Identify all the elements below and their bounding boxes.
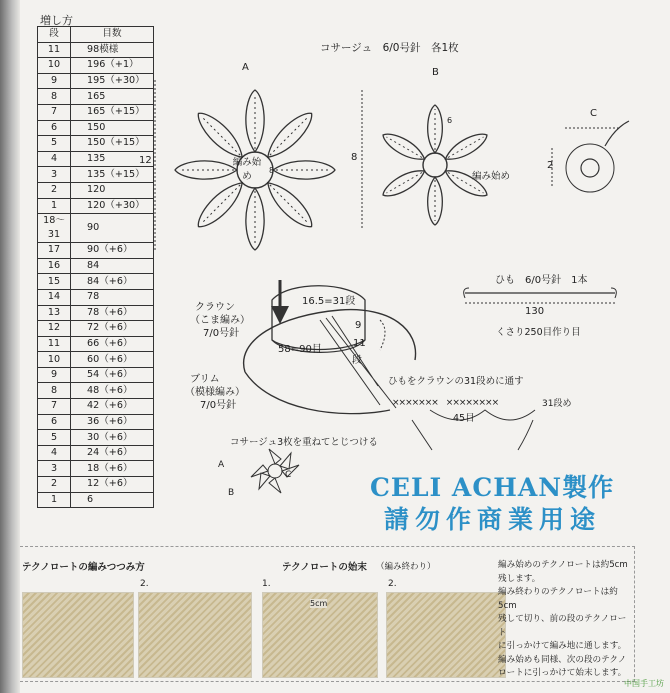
stitch-count: 42（+6） bbox=[71, 399, 154, 415]
stitch-count: 78（+6） bbox=[71, 305, 154, 321]
stitch-count: 196（+1） bbox=[71, 58, 154, 74]
row-number: 1 bbox=[38, 198, 71, 214]
stitch-count: 120 bbox=[71, 182, 154, 198]
row-number: 15 bbox=[38, 274, 71, 290]
note-line: ロートに引っかけて始末します。 bbox=[498, 668, 627, 678]
stitch-count: 12（+6） bbox=[71, 477, 154, 493]
row-number: 3 bbox=[38, 167, 71, 183]
crown-circumference: 58=90目 bbox=[278, 344, 322, 355]
step-image-mid-2 bbox=[386, 592, 506, 678]
row-number: 5 bbox=[38, 136, 71, 152]
petal bbox=[261, 176, 318, 233]
left-title: テクノロートの編みつつみ方 bbox=[22, 562, 145, 573]
petal bbox=[261, 107, 318, 164]
row-number: 10 bbox=[38, 58, 71, 74]
side-rows-a: 9 bbox=[355, 320, 362, 331]
height-a: 12 bbox=[139, 155, 152, 166]
row-number: 2 bbox=[38, 182, 71, 198]
cord-diagram bbox=[464, 288, 617, 303]
row-number: 16 bbox=[38, 258, 71, 274]
stitch-count: 195（+30） bbox=[71, 73, 154, 89]
stitch-count: 60（+6） bbox=[71, 352, 154, 368]
binding-gutter bbox=[0, 0, 20, 693]
stitch-count: 135（+15） bbox=[71, 167, 154, 183]
stitch-count: 30（+6） bbox=[71, 430, 154, 446]
stitch-count: 90 bbox=[71, 214, 154, 243]
row-number: 7 bbox=[38, 399, 71, 415]
size-label: 5cm bbox=[310, 599, 328, 608]
corsage-title: コサージュ 6/0号針 各1枚 bbox=[320, 42, 459, 54]
cord-title: ひも 6/0号針 1本 bbox=[495, 275, 588, 286]
side-rows-c: 段 bbox=[352, 355, 362, 366]
corsage-note: コサージュ3枚を重ねてとじつける bbox=[230, 437, 378, 448]
row-number: 8 bbox=[38, 89, 71, 105]
label-c: C bbox=[590, 108, 597, 119]
row-number: 7 bbox=[38, 104, 71, 120]
stitch-count: 135 bbox=[71, 151, 154, 167]
row-number: 11 bbox=[38, 336, 71, 352]
watermark-line-1: CELI ACHAN製作 bbox=[370, 473, 615, 502]
stitch-count: 78 bbox=[71, 289, 154, 305]
flower-b-diagram bbox=[379, 105, 490, 225]
row-number: 17 bbox=[38, 243, 71, 259]
stitch-count: 45目 bbox=[453, 413, 475, 424]
bottom-instructions bbox=[20, 546, 635, 682]
row-number: 6 bbox=[38, 120, 71, 136]
stitch-count: 98模様 bbox=[71, 42, 154, 58]
start-label-b: 編み始め bbox=[472, 171, 511, 182]
row-number: 9 bbox=[38, 367, 71, 383]
mid-subtitle: （編み終わり） bbox=[376, 562, 436, 572]
stitch-count: 54（+6） bbox=[71, 367, 154, 383]
petal-rib bbox=[201, 185, 240, 224]
petal-rib bbox=[270, 116, 309, 155]
site-logo: 中国手工坊 bbox=[624, 679, 664, 688]
brim-label: ブリム bbox=[190, 374, 220, 385]
stitch-count: 72（+6） bbox=[71, 321, 154, 337]
row-number: 14 bbox=[38, 289, 71, 305]
stitch-count: 66（+6） bbox=[71, 336, 154, 352]
start-label-a: 編み始め bbox=[232, 157, 262, 182]
mid-step-2: 2. bbox=[388, 579, 397, 589]
stitch-count: 90（+6） bbox=[71, 243, 154, 259]
stitch-count: 84（+6） bbox=[71, 274, 154, 290]
flower-c-diagram bbox=[566, 121, 629, 192]
label-a: A bbox=[242, 62, 249, 73]
side-rows-b: 11 bbox=[353, 338, 366, 349]
row-number: 6 bbox=[38, 414, 71, 430]
stack-label-a: A bbox=[218, 460, 225, 470]
row-number: 9 bbox=[38, 73, 71, 89]
crown-label: クラウン bbox=[195, 302, 235, 313]
note-line: 残して切り、前の段のテクノロート bbox=[498, 614, 627, 638]
petal-rib bbox=[201, 116, 240, 155]
row-number: 4 bbox=[38, 445, 71, 461]
mid-step-1: 1. bbox=[262, 579, 271, 589]
step-image-left-1 bbox=[22, 592, 134, 678]
crown-stitch: （こま編み） bbox=[190, 315, 250, 326]
note-line: 編み始めも同様、次の段のテクノ bbox=[498, 654, 627, 665]
label-b: B bbox=[432, 67, 439, 78]
header-count-col: 目数 bbox=[71, 27, 154, 43]
cord-chain: くさり250目作り目 bbox=[496, 327, 581, 338]
cord-length: 130 bbox=[525, 306, 545, 317]
pattern-page bbox=[20, 0, 670, 693]
header-row-col: 段 bbox=[38, 27, 71, 43]
stack-label-c: C bbox=[285, 470, 292, 480]
row-number: 5 bbox=[38, 430, 71, 446]
row-number: 4 bbox=[38, 151, 71, 167]
brim-stitch: （模様編み） bbox=[185, 387, 245, 398]
row-number: 2 bbox=[38, 477, 71, 493]
note-line: 編み始めのテクノロートは約5cm bbox=[498, 560, 628, 570]
row-number: 13 bbox=[38, 305, 71, 321]
step-image-left-2 bbox=[138, 592, 252, 678]
cord-note: ひもをクラウンの31段めに通す bbox=[388, 376, 524, 387]
row-number: 3 bbox=[38, 461, 71, 477]
brim-needle: 7/0号針 bbox=[200, 400, 237, 411]
height-b: 8 bbox=[351, 152, 358, 163]
mid-title: テクノロートの始末 bbox=[282, 562, 367, 573]
note-line: 編み終わりのテクノロートは約5cm bbox=[498, 587, 618, 611]
stitch-count: 36（+6） bbox=[71, 414, 154, 430]
petal-count-b: 6 bbox=[447, 116, 453, 125]
petal bbox=[192, 176, 249, 233]
stitch-count: 84 bbox=[71, 258, 154, 274]
stitch-count: 18（+6） bbox=[71, 461, 154, 477]
row-number: 8 bbox=[38, 383, 71, 399]
row-number: 12 bbox=[38, 321, 71, 337]
petal-count-a: 8 bbox=[269, 166, 275, 175]
row-label: 31段め bbox=[542, 399, 572, 409]
row-number: 10 bbox=[38, 352, 71, 368]
watermark-line-2: 請勿作商業用途 bbox=[384, 505, 602, 534]
corsage-stack bbox=[251, 449, 299, 493]
table-title: 増し方 bbox=[40, 14, 73, 27]
stitch-count: 120（+30） bbox=[71, 198, 154, 214]
petal-rib bbox=[270, 185, 309, 224]
row-number: 11 bbox=[38, 42, 71, 58]
stitch-count: 6 bbox=[71, 492, 154, 508]
crown-top-rows: 16.5=31段 bbox=[302, 296, 356, 307]
note-line: に引っかけて編み地に通します。 bbox=[498, 641, 627, 651]
crown-needle: 7/0号針 bbox=[203, 328, 240, 339]
height-c: 2 bbox=[547, 160, 554, 171]
stitch-count: 150 bbox=[71, 120, 154, 136]
stitch-count: 48（+6） bbox=[71, 383, 154, 399]
note-line: 残します。 bbox=[498, 573, 541, 584]
left-step-2: 2. bbox=[140, 579, 149, 589]
finishing-notes bbox=[498, 559, 634, 681]
stitch-count: 24（+6） bbox=[71, 445, 154, 461]
row-number: 18〜31 bbox=[38, 214, 71, 243]
stack-label-b: B bbox=[228, 488, 235, 498]
row-number: 1 bbox=[38, 492, 71, 508]
stitch-count: 165 bbox=[71, 89, 154, 105]
stitch-count: 150（+15） bbox=[71, 136, 154, 152]
stitch-count: 165（+15） bbox=[71, 104, 154, 120]
row-marks: ××××××× ×××××××× bbox=[392, 398, 499, 408]
